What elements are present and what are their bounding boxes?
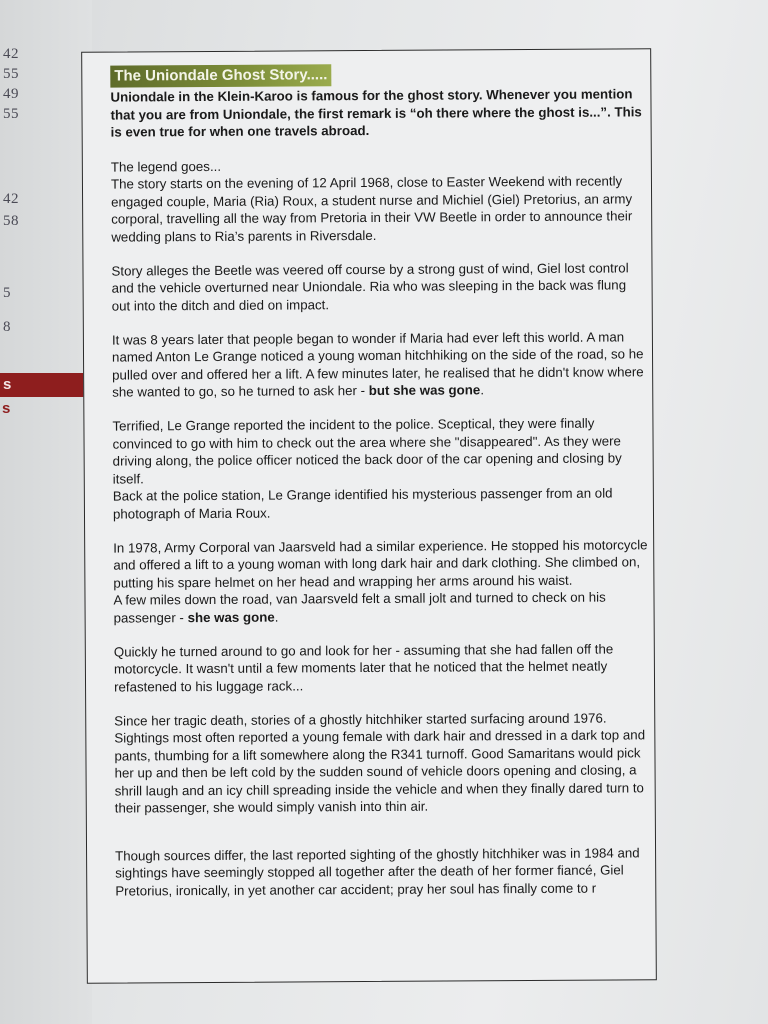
last-sighting-paragraph: Though sources differ, the last reported sighting of the ghostly hitchhiker was in 1984 and sightings have seemingly stopped all together after the death of her former fiancé, Giel Pretorius, ironically, in yet another car accident; pray her soul has finally come to r [115,844,640,899]
background-number: 42 [3,46,19,62]
background-number: 55 [3,106,19,122]
le-grange-bold: but she was gone [368,382,481,398]
background-number: 42 [3,191,19,207]
legend-paragraph: The legend goes... The story starts on the evening of 12 April 1968, close to Easter Weekend with recently engaged couple, Maria (Ria) Roux, a student nurse and Michiel (Giel) Pretorius, an army corporal, travelling all the way from Pretoria in their VW Beetle in order to announce their wedding plans to Ria’s parents in Riversdale. [110,158,633,245]
background-number: 8 [3,319,11,335]
van-jaarsveld-end: . [274,609,279,625]
story-content [110,85,650,916]
background-number: 49 [3,86,19,102]
accident-paragraph: Story alleges the Beetle was veered off course by a strong gust of wind, Giel lost control and the vehicle overturned near Uniondale. Ria who was sleeping in the back was flung out into the ditch and died on impact. [111,259,629,314]
story-sheet [81,48,657,983]
intro-paragraph: Uniondale in the Klein-Karoo is famous for the ghost story. Whenever you mention that you are from Uniondale, the first remark is “oh there where the ghost is...”. This is even true for when one travels abroad. [110,86,642,140]
van-jaarsveld-bold: she was gone [187,609,275,625]
le-grange-paragraph [112,328,647,401]
background-number: 55 [3,66,19,82]
police-paragraph: Terrified, Le Grange reported the incident to the police. Sceptical, they were finally convinced to go with him to check out the area where she "disappeared". As they were driving along, the police officer noticed the back door of the car opening and closing by itself. Back at the police station, Le Grange identified his mysterious passenger from an old photograph of Maria Roux. [112,415,622,522]
story-title: The Uniondale Ghost Story..... [110,64,331,87]
van-jaarsveld-paragraph [113,536,649,627]
background-number: 5 [3,285,11,301]
van-jaarsveld-text: In 1978, Army Corporal van Jaarsveld had a similar experience. He stopped his motorcycle and offered a lift to a young woman with long dark hair and dark clothing. She climbed on, putting his spare helmet on her head and wrapping her arms around his waist. A few miles down the road, van Jaarsveld felt a small jolt and turned to check on his passenger - [113,536,648,626]
background-red-text: s [2,400,11,417]
background-red-tab [0,373,86,397]
le-grange-text: It was 8 years later that people began to wonder if Maria had ever left this world. A man named Anton Le Grange noticed a young woman hitchhiking on the side of the road, so he pulled over and offered her a lift. A few minutes later, he realised that he didn't know where she wanted to go, so he turned to ask her - [111,328,644,400]
le-grange-end: . [480,382,485,398]
sightings-paragraph: Since her tragic death, stories of a ghostly hitchhiker started surfacing around 1976. Sightings most often reported a young female with dark hair and dressed in a dark top and pants, thumbing for a lift somewhere along the R341 turnoff. Good Samaritans would pick her up and then be left cold by the sudden sound of vehicle doors opening and closing, a shrill laugh and an icy chill spreading inside the vehicle and when they finally dared turn to their passenger, she would simply vanish into thin air. [114,710,646,816]
helmet-paragraph: Quickly he turned around to go and look for her - assuming that she had fallen off the motorcycle. It wasn't until a few moments later that he noticed that the helmet neatly refastened to his luggage rack... [113,641,614,695]
background-red-tab-label: s [3,376,12,393]
background-menu-page [0,0,92,1024]
background-number: 58 [3,213,19,229]
